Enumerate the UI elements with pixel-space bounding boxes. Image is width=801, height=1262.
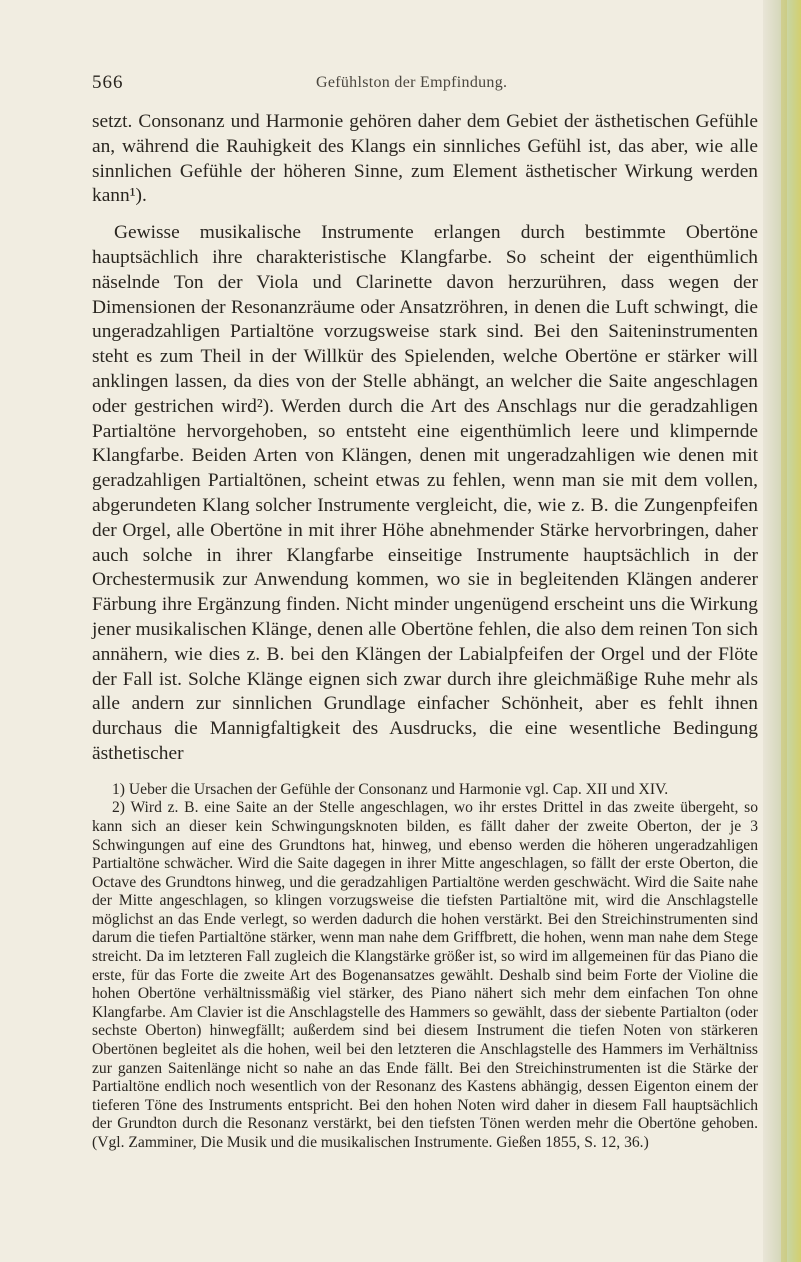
paragraph-1: setzt. Consonanz und Harmonie gehören daher dem Gebiet der ästhetischen Gefühle an, während die Rauhigkeit des Klangs ein sinnliches Gefühl ist, das aber, wie alle sinnlichen Gefühle der höheren Sinne, zum Element ästhetischer Wirkung werden kann¹).	[92, 111, 758, 207]
page-header	[92, 72, 758, 102]
paragraph-2: Gewisse musikalische Instrumente erlangen durch bestimmte Obertöne hauptsächlich ihre charakteristische Klangfarbe. So scheint der eigenthümlich näselnde Ton der Viola und Clarinette davon herzurühren, dass wegen der Dimensionen der Resonanzräume oder Ansatzröhren, in denen die Luft schwingt, die ungeradzahligen Partialtöne vorzugsweise stark sind. Bei den Saiteninstrumenten steht es zum Theil in der Willkür des Spielenden, welche Obertöne er stärker will anklingen lassen, da dies von der Stelle abhängt, an welcher die Saite angeschlagen oder gestrichen wird²). Werden durch die Art des Anschlags nur die geradzahligen Partialtöne hervorgehoben, so entsteht eine eigenthümlich leere und klimpernde Klangfarbe. Beiden Arten von Klängen, denen mit ungeradzahligen wie denen mit geradzahligen Partialtönen, scheint etwas zu fehlen, wenn man sie mit dem vollen, abgerundeten Klang solcher Instrumente vergleicht, die, wie z. B. die Zungenpfeifen der Orgel, alle Obertöne in mit ihrer Höhe abnehmender Stärke hervorbringen, daher auch solche in ihrer Klangfarbe einseitige Instrumente hauptsächlich in der Orchestermusik zur Anwendung kommen, wo sie in begleitenden Klängen anderer Färbung ihre Ergänzung finden. Nicht minder ungenügend erscheint uns die Wirkung jener musikalischen Klänge, denen alle Obertöne fehlen, die also dem reinen Ton sich annähern, wie dies z. B. bei den Klängen der Labialpfeifen der Orgel und der Flöte der Fall ist. Solche Klänge eignen sich zwar durch ihre gleichmäßige Ruhe mehr als alle andern zur sinnlichen Grundlage einfacher Schönheit, aber es fehlt ihnen durchaus die Mannigfaltigkeit des Ausdrucks, die eine wesentliche Bedingung ästhetischer	[92, 222, 758, 764]
main-text	[92, 110, 758, 767]
footnote-1: 1) Ueber die Ursachen der Gefühle der Consonanz und Harmonie vgl. Cap. XII und XIV.	[112, 780, 669, 798]
page-fold-shadow	[781, 0, 787, 1262]
page-number: 566	[92, 72, 124, 93]
footnote-2: 2) Wird z. B. eine Saite an der Stelle angeschlagen, wo ihr erstes Drittel in das zweite übergeht, so kann sich an dieser kein Schwingungsknoten bilden, es fällt daher der zweite Oberton, der je 3 Schwingungen auf eine des Grundtons hat, hinweg, und ebenso werden die höheren ungeradzahligen Partialtöne schwächer. Wird die Saite dagegen in ihrer Mitte angeschlagen, so fällt der erste Oberton, die Octave des Grundtons hinweg, und die geradzahligen Partialtöne werden geschwächt. Wird die Saite nahe der Mitte angeschlagen, so klingen vorzugsweise die tiefsten Partialtöne mit, wird die Anschlagstelle möglichst an das Ende verlegt, so werden dadurch die hohen verstärkt. Bei den Streichinstrumenten sind darum die tiefen Partialtöne stärker, wenn man nahe dem Griffbrett, die hohen, wenn man nahe dem Stege streicht. Da im letzteren Fall zugleich die Klangstärke größer ist, so wird im allgemeinen für das Piano die erste, für das Forte die zweite Art des Bogenansatzes gewählt. Deshalb sind beim Forte der Violine die hohen Obertöne verhältnissmäßig viel stärker, des Piano nähert sich mehr dem einfachen Ton ohne Klangfarbe. Am Clavier ist die Anschlagstelle des Hammers so gewählt, dass der siebente Partialton (oder sechste Oberton) hinwegfällt; außerdem sind bei diesem Instrument die tiefen Noten von stärkeren Obertönen begleitet als die hohen, weil bei den letzteren die Anschlagstelle des Hammers im Verhältniss zur ganzen Saitenlänge nicht so nahe an das Ende fällt. Bei den Streichinstrumenten ist die Stärke der Partialtöne endlich noch wesentlich von der Resonanz des Kastens abhängig, dessen Eigenton einem der tieferen Töne des Instruments entspricht. Bei den hohen Noten wird daher in diesem Fall hauptsächlich der Grundton durch die Resonanz verstärkt, bei den tiefsten Tönen werden mehr die Obertöne gehoben. (Vgl. Zamminer, Die Musik und die musikalischen Instrumente. Gießen 1855, S. 12, 36.)	[92, 799, 758, 1151]
book-page	[92, 72, 758, 1153]
footnotes	[92, 781, 758, 1153]
running-title: Gefühlston der Empfindung.	[316, 74, 508, 91]
